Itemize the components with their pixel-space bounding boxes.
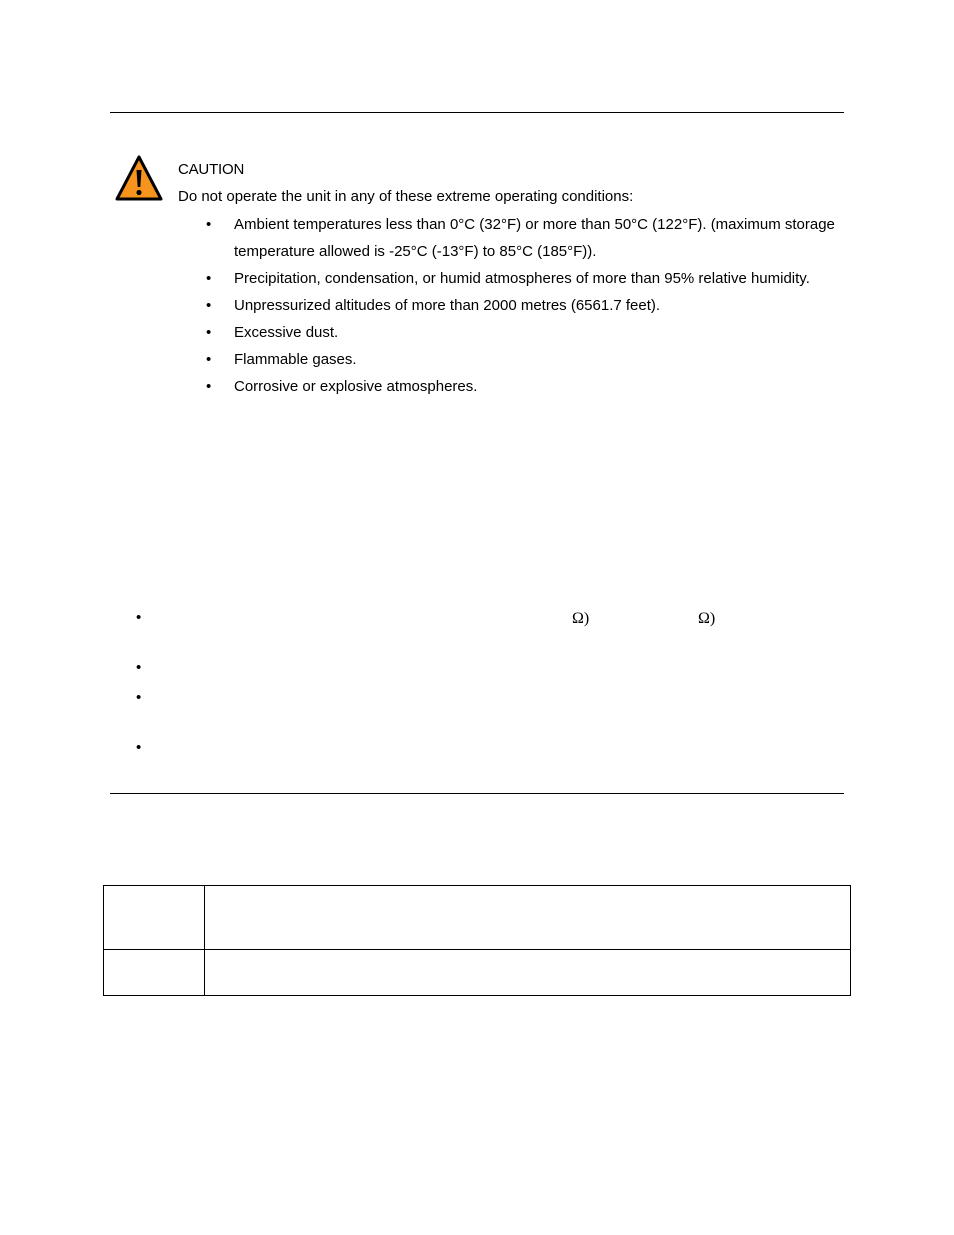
caution-title: CAUTION: [178, 161, 245, 178]
bullet: •: [136, 609, 142, 626]
list-item: [136, 689, 856, 713]
table-row: [104, 950, 851, 996]
table-cell: [104, 886, 205, 950]
table-cell: [205, 950, 851, 996]
bullet: •: [206, 378, 212, 395]
specification-table: [103, 885, 851, 996]
list-item: • Excessive dust.: [178, 319, 858, 346]
list-item: • Flammable gases.: [178, 346, 858, 373]
bullet: •: [136, 689, 142, 706]
ohm-symbol: Ω): [698, 610, 716, 627]
table-cell: [205, 886, 851, 950]
list-item: • Unpressurized altitudes of more than 2000 metres (6561.7 feet).: [178, 292, 858, 319]
ohm-symbol: Ω): [572, 610, 590, 627]
list-item: • Corrosive or explosive atmospheres.: [178, 373, 858, 400]
top-divider: [110, 112, 844, 113]
bullet: •: [206, 216, 212, 233]
warning-triangle-icon: [114, 154, 164, 202]
bullet: •: [206, 324, 212, 341]
caution-intro: Do not operate the unit in any of these extreme operating conditions:: [178, 188, 634, 205]
bullet: •: [206, 270, 212, 287]
table-row: [104, 886, 851, 950]
list-item: • Precipitation, condensation, or humid atmospheres of more than 95% relative humidity.: [178, 265, 858, 292]
caution-conditions-list: [178, 211, 858, 400]
bullet: •: [136, 739, 142, 756]
list-item: • Ambient temperatures less than 0°C (32°F) or more than 50°C (122°F). (maximum storage temperature allowed is -25°C (-13°F) to 85°C (185°F)).: [178, 211, 858, 265]
list-item: [136, 609, 856, 633]
bullet: •: [206, 351, 212, 368]
list-item: [136, 739, 856, 763]
bullet: •: [206, 297, 212, 314]
table-cell: [104, 950, 205, 996]
bottom-divider: [110, 793, 844, 794]
bullet: •: [136, 659, 142, 676]
list-item: [136, 659, 856, 683]
